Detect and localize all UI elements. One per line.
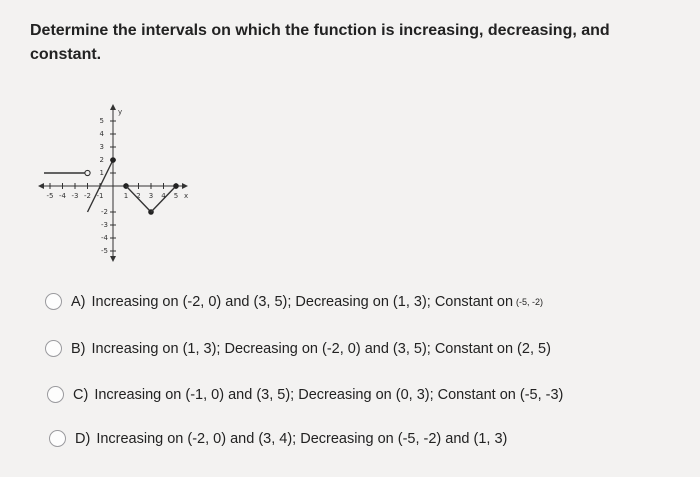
increasing-segment-2 [148,186,179,212]
closed-endpoint [110,157,116,163]
option-c[interactable] [47,386,563,403]
x-tick-label: -3 [71,192,79,200]
y-tick-label: -5 [101,247,108,255]
radio-button-c[interactable] [47,386,64,403]
x-tick-label: 2 [136,192,141,200]
option-a[interactable] [45,293,543,310]
x-tick-label: 1 [123,192,129,200]
x-tick-label: -2 [84,192,91,200]
option-b[interactable] [45,340,551,357]
x-tick-label: 5 [173,192,179,200]
radio-button-b[interactable] [45,340,62,357]
y-tick-label: 3 [99,143,104,151]
y-tick-label: 1 [99,169,104,177]
option-text: Increasing on (-1, 0) and (3, 5); Decreasing on (0, 3); Constant on (-5, -3) [94,386,564,403]
x-tick-label: -1 [96,192,104,200]
y-tick-label: 4 [99,130,104,138]
y-tick-label: -2 [101,208,108,216]
open-endpoint [85,170,90,175]
x-axis-arrow-left [38,183,44,189]
x-tick-label: -5 [46,192,54,200]
y-tick-label: -3 [101,221,108,229]
y-axis-arrow-down [110,256,116,262]
graph-svg [30,102,200,267]
x-axis-label: x [184,192,189,200]
y-tick-label: -4 [101,234,108,242]
option-d[interactable] [49,430,507,447]
option-letter: B) [71,340,86,357]
x-tick-label: 3 [148,192,154,200]
x-axis-arrow-right [182,183,188,189]
decreasing-segment [123,186,154,212]
option-letter: D) [75,430,91,447]
function-graph [30,102,200,267]
radio-button-d[interactable] [49,430,66,447]
closed-endpoint [173,183,179,189]
option-letter: C) [73,386,89,403]
option-text: Increasing on (-2, 0) and (3, 5); Decreasing on (1, 3); Constant on [91,293,514,310]
option-text: Increasing on (-2, 0) and (3, 4); Decreasing on (-5, -2) and (1, 3) [96,430,508,447]
x-tick-label: -4 [59,192,66,200]
radio-button-a[interactable] [45,293,62,310]
y-tick-label: 5 [99,117,104,125]
y-tick-label: 2 [99,156,104,164]
y-axis-arrow-up [110,104,116,110]
option-small-text: (-5, -2) [516,296,544,307]
option-text: Increasing on (1, 3); Decreasing on (-2, 0) and (3, 5); Constant on (2, 5) [91,340,551,357]
x-tick-label: 4 [161,192,166,200]
question-text: Determine the intervals on which the function is increasing, decreasing, and constant. [30,22,610,63]
option-letter: A) [71,293,86,310]
y-axis-label: y [118,108,123,116]
